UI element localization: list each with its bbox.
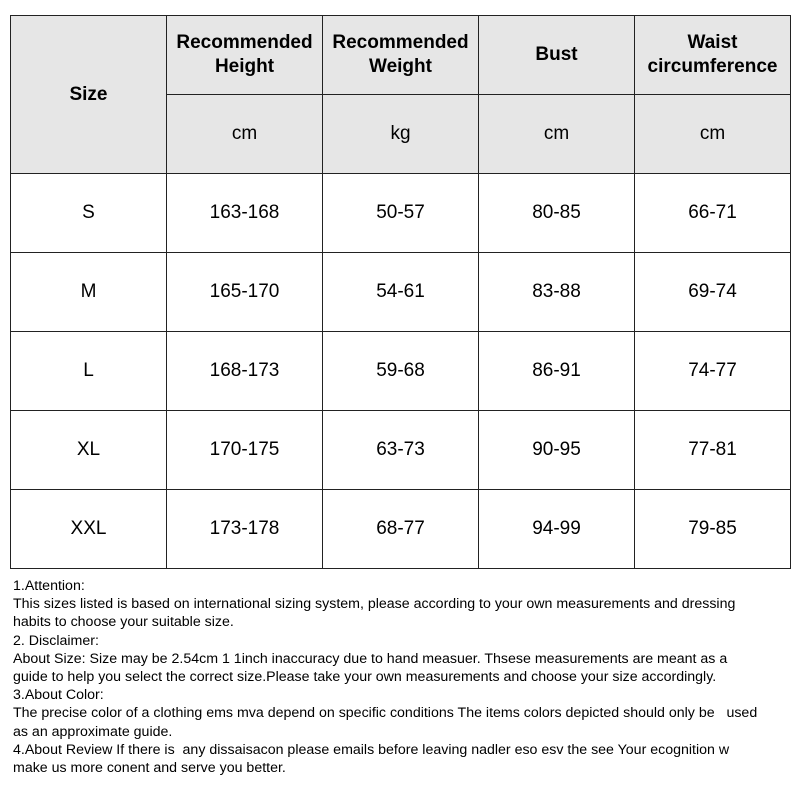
- bust-unit: cm: [479, 95, 635, 174]
- note-line: guide to help you select the correct size.Please take your own measurements and choose your size accordingly.: [13, 669, 717, 686]
- note-line: The precise color of a clothing ems mva depend on specific conditions The items colors depicted should only be used: [13, 705, 758, 722]
- waist-unit: cm: [635, 95, 791, 174]
- size-cell: XL: [11, 411, 167, 490]
- bust-header-line1: Bust: [535, 44, 578, 65]
- table-row: [11, 490, 791, 569]
- weight-cell: 63-73: [323, 411, 479, 490]
- size-cell: L: [11, 332, 167, 411]
- weight-header-line2: Weight: [369, 56, 432, 77]
- waist-cell: 69-74: [635, 253, 791, 332]
- bust-cell: 80-85: [479, 174, 635, 253]
- table-row: [11, 411, 791, 490]
- note-line: as an approximate guide.: [13, 723, 173, 740]
- size-chart-table: [10, 15, 791, 569]
- size-notes: [13, 577, 793, 777]
- table-row: [11, 332, 791, 411]
- note-line: 3.About Color:: [13, 687, 104, 704]
- weight-unit: kg: [323, 95, 479, 174]
- waist-header-line2: circumference: [647, 56, 778, 77]
- waist-column-header: [635, 16, 791, 95]
- height-header-line2: Height: [214, 56, 275, 77]
- height-cell: 163-168: [167, 174, 323, 253]
- bust-cell: 83-88: [479, 253, 635, 332]
- weight-column-header: [323, 16, 479, 95]
- bust-cell: 90-95: [479, 411, 635, 490]
- waist-cell: 74-77: [635, 332, 791, 411]
- weight-cell: 50-57: [323, 174, 479, 253]
- table-row: [11, 253, 791, 332]
- waist-cell: 79-85: [635, 490, 791, 569]
- weight-cell: 68-77: [323, 490, 479, 569]
- height-header-line1: Recommended: [176, 32, 313, 53]
- size-cell: M: [11, 253, 167, 332]
- bust-column-header: [479, 16, 635, 95]
- height-cell: 168-173: [167, 332, 323, 411]
- height-cell: 165-170: [167, 253, 323, 332]
- height-cell: 170-175: [167, 411, 323, 490]
- note-line: This sizes listed is based on international sizing system, please according to your own measurements and dressing: [13, 596, 736, 613]
- weight-cell: 59-68: [323, 332, 479, 411]
- size-cell: XXL: [11, 490, 167, 569]
- note-line: habits to choose your suitable size.: [13, 614, 234, 631]
- table-row: [11, 174, 791, 253]
- size-column-header: Size: [11, 16, 167, 174]
- note-line: 1.Attention:: [13, 578, 85, 594]
- height-cell: 173-178: [167, 490, 323, 569]
- waist-header-line1: Waist: [687, 32, 738, 53]
- size-cell: S: [11, 174, 167, 253]
- bust-cell: 94-99: [479, 490, 635, 569]
- header-row: [11, 16, 791, 95]
- height-column-header: [167, 16, 323, 95]
- weight-header-line1: Recommended: [332, 32, 469, 53]
- height-unit: cm: [167, 95, 323, 174]
- note-line: About Size: Size may be 2.54cm 1 1inch inaccuracy due to hand measuer. Thsese measurements are meant as a: [13, 650, 728, 667]
- note-line: make us more conent and serve you better.: [13, 760, 286, 777]
- note-line: 4.About Review If there is any dissaisacon please emails before leaving nadler eso esv the see Your ecognition w: [13, 741, 730, 758]
- note-line: 2. Disclaimer:: [13, 632, 99, 649]
- bust-cell: 86-91: [479, 332, 635, 411]
- waist-cell: 66-71: [635, 174, 791, 253]
- weight-cell: 54-61: [323, 253, 479, 332]
- waist-cell: 77-81: [635, 411, 791, 490]
